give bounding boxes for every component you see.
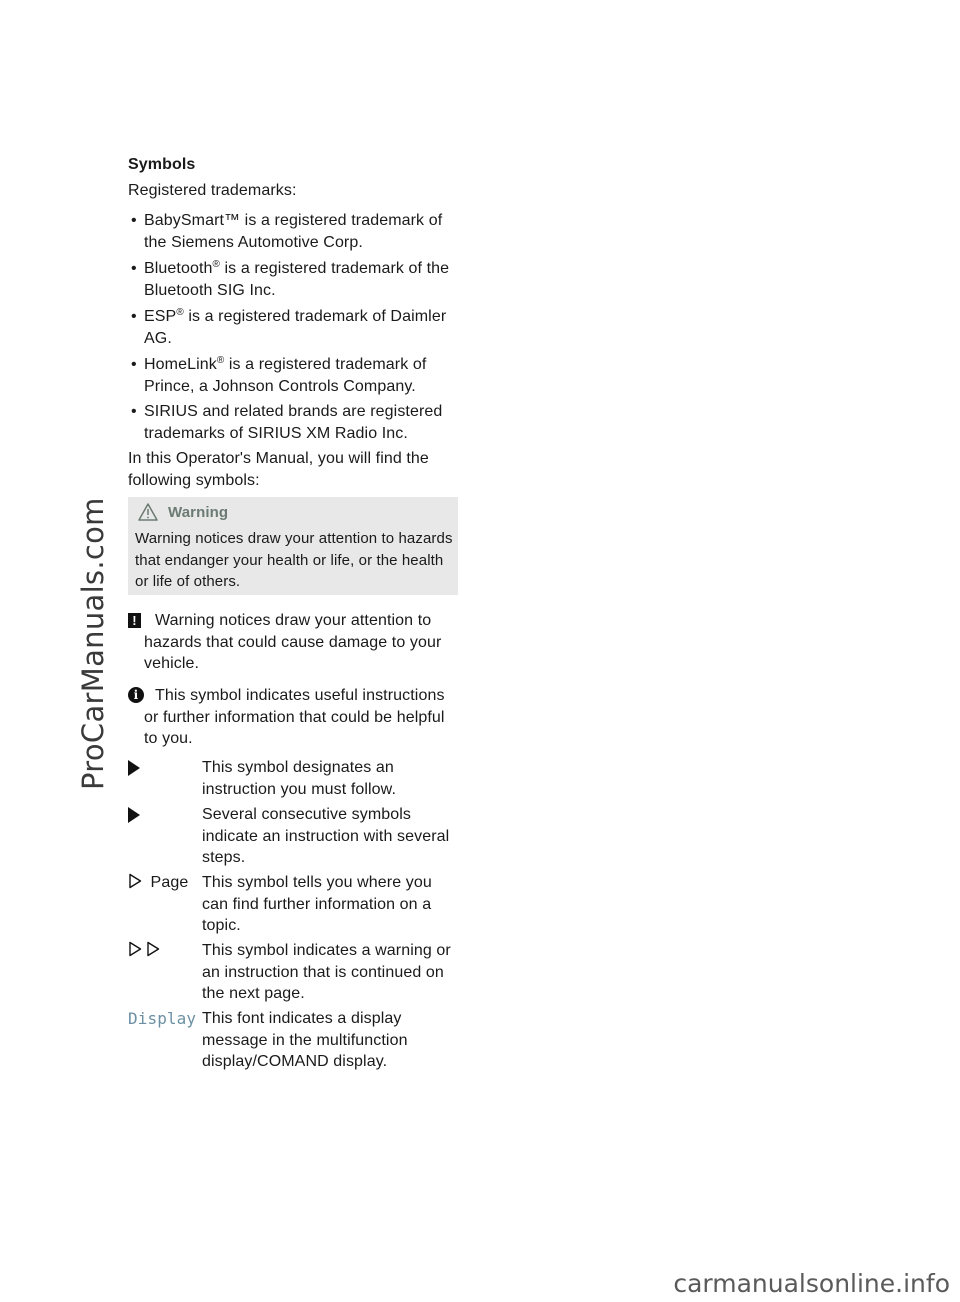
warning-title: Warning [168, 504, 229, 521]
registered-mark: ® [216, 355, 225, 366]
symbol-key [128, 872, 202, 894]
symbol-key [128, 1008, 202, 1031]
filled-arrow-icon [128, 807, 140, 823]
symbol-key [128, 757, 202, 783]
section-heading: Symbols [128, 156, 196, 173]
trademarks-intro: Registered trademarks: [128, 182, 297, 199]
symbol-description: This symbol designates an instruction you must follow. [202, 759, 396, 798]
warning-triangle-icon [138, 503, 158, 521]
registered-mark: ® [176, 307, 184, 318]
trademark-text: is a registered trademark of the Bluetooth SIG Inc. [144, 260, 450, 299]
side-watermark: ProCarManuals.com [76, 497, 110, 790]
warning-box [128, 497, 458, 595]
symbols-intro: In this Operator's Manual, you will find the following symbols: [128, 450, 429, 489]
damage-note-text: Warning notices draw your attention to hazards that could cause damage to your vehicle. [144, 612, 442, 672]
symbol-key [128, 940, 202, 962]
symbol-description: This symbol tells you where you can find further information on a topic. [202, 874, 432, 934]
trademark-item [128, 258, 460, 301]
trademark-text: ESP [144, 308, 177, 325]
warning-text: Warning notices draw your attention to hazards that endanger your health or life, or the health or life of others. [135, 530, 453, 590]
trademark-item [128, 210, 460, 253]
trademark-text: SIRIUS and related brands are registered trademarks of SIRIUS XM Radio Inc. [144, 403, 443, 442]
symbol-description: Several consecutive symbols indicate an instruction with several steps. [202, 806, 450, 866]
registered-mark: ® [212, 259, 220, 270]
symbol-description: This symbol indicates a warning or an instruction that is continued on the next page. [202, 942, 451, 1002]
info-icon: i [128, 687, 144, 703]
trademark-text: BabySmart™ is a registered trademark of the Siemens Automotive Corp. [144, 212, 443, 251]
damage-note [128, 610, 460, 675]
trademark-item [128, 306, 460, 349]
symbol-key [128, 804, 202, 830]
exclamation-icon: ! [128, 613, 141, 628]
display-font-sample: Display [128, 1009, 197, 1028]
trademark-item [128, 401, 460, 444]
info-note [128, 685, 460, 750]
bottom-watermark: carmanualsonline.info [673, 1269, 950, 1298]
trademark-text: Bluetooth [144, 260, 213, 277]
filled-arrow-icon [128, 760, 140, 776]
trademark-text: is a registered trademark of Prince, a Johnson Controls Company. [144, 356, 427, 395]
outline-triangle-icon [128, 941, 142, 957]
trademark-text: HomeLink [144, 356, 217, 373]
info-note-text: This symbol indicates useful instructions or further information that could be helpful to you. [144, 687, 445, 747]
page-label: Page [150, 874, 189, 891]
symbol-description: This font indicates a display message in the multifunction display/COMAND display. [202, 1010, 408, 1070]
trademark-item [128, 354, 460, 397]
outline-triangle-icon [146, 941, 160, 957]
trademark-text: is a registered trademark of Daimler AG. [144, 308, 447, 347]
outline-triangle-icon [128, 873, 142, 889]
